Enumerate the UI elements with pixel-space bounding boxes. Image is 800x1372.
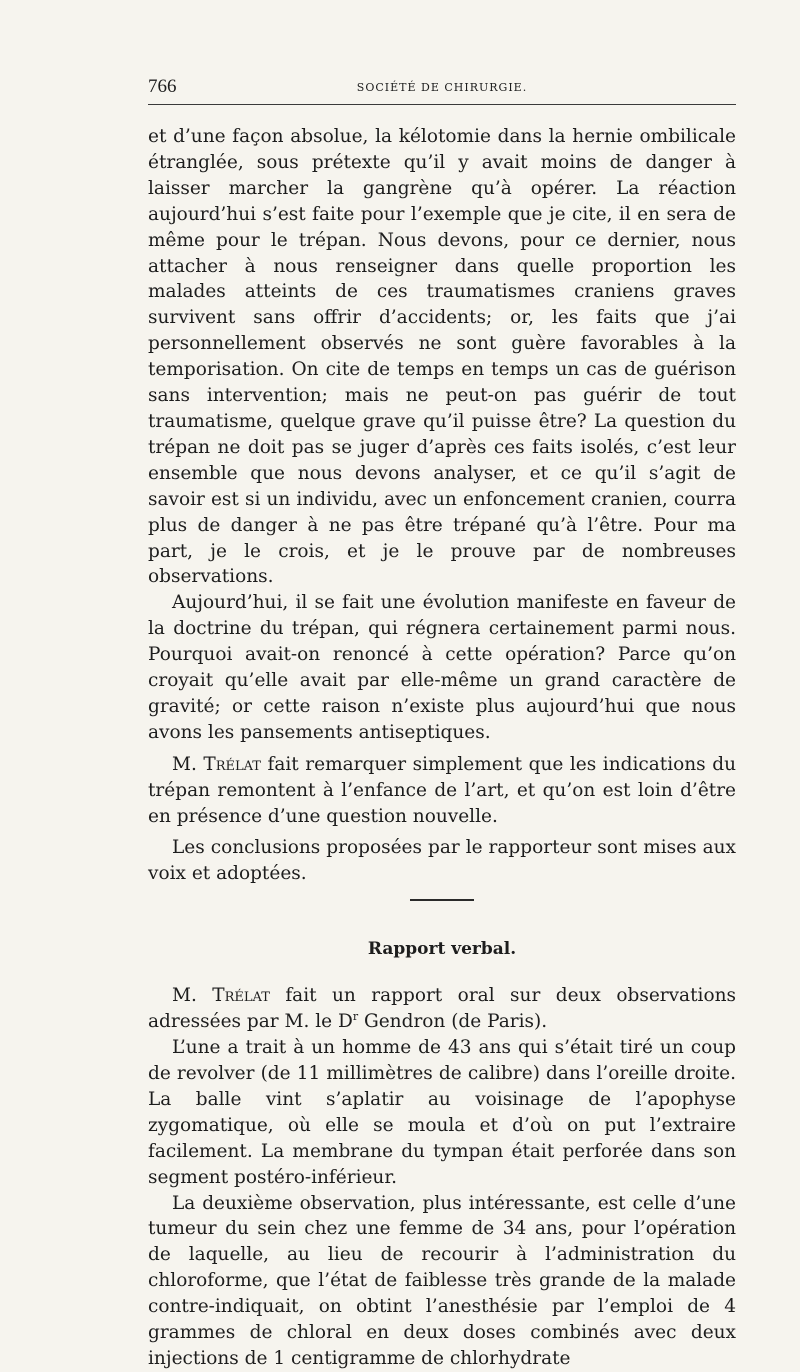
page-number: 766	[148, 76, 177, 97]
section-heading: Rapport verbal.	[367, 939, 517, 960]
running-title: SOCIÉTÉ DE CHIRURGIE.	[356, 81, 528, 94]
page-header	[148, 76, 736, 100]
paragraph: Les conclusions proposées par le rapporteur sont mises aux voix et adoptées.	[148, 837, 736, 885]
paragraph-text: fait remarquer simplement que les indications du trépan remontent à l’enfance de l’art, et qu’on est loin d’être en présence d’une question nouvelle.	[148, 753, 736, 827]
speaker-name: M. Trélat	[172, 753, 261, 775]
speaker-name: M. Trélat	[172, 985, 270, 1007]
paragraph	[148, 983, 736, 1035]
paragraph: La deuxième observation, plus intéressante, est celle d’une tumeur du sein chez une femme de 34 ans, pour l’opération de laquelle, au lieu de recourir à l’administration du chloroforme, que l’état de faiblesse très grande de la malade contre-indiquait, on obtint l’anesthésie par l’emploi de 4 grammes de chloral en deux doses combinés avec deux injections de 1 centigramme de chlorhydrate	[148, 1192, 736, 1369]
paragraph: et d’une façon absolue, la kélotomie dans la hernie ombilicale étranglée, sous prétexte qu’il y avait moins de danger à laisser marcher la gangrène qu’à opérer. La réaction aujourd’hui s’est faite pour l’exemple que je cite, il en sera de même pour le trépan. Nous devons, pour ce dernier, nous attacher à nous renseigner dans quelle proportion les malades atteints de ces traumatismes craniens graves survivent sans offrir d’accidents; or, les faits que j’ai personnellement observés ne sont guère favorables à la temporisation. On cite de temps en temps un cas de guérison sans intervention; mais ne peut-on pas guérir de tout traumatisme, quelque grave qu’il puisse être? La question du trépan ne doit pas se juger d’après ces faits isolés, c’est leur ensemble que nous devons analyser, et ce qu’il s’agit de savoir est si un individu, avec un enfoncement cranien, courra plus de danger à ne pas être trépané qu’à l’être. Pour ma part, je le crois, et je le prouve par de nombreuses observations.	[148, 126, 736, 588]
page-body	[148, 124, 736, 1372]
paragraph: Aujourd’hui, il se fait une évolution manifeste en faveur de la doctrine du trépan, qui régnera certainement parmi nous. Pourquoi avait-on renoncé à cette opération? Parce qu’on croyait qu’elle avait par elle-même un grand caractère de gravité; or cette raison n’existe plus aujourd’hui que nous avons les pansements antiseptiques.	[148, 592, 736, 743]
paragraph	[148, 752, 736, 830]
header-rule	[148, 104, 736, 105]
paragraph-text: Gendron (de Paris).	[358, 1011, 548, 1033]
superscript: r	[352, 1010, 359, 1024]
paragraph-text: fait un rapport oral sur deux observations adressées par M. le D	[148, 985, 736, 1033]
paragraph: L’une a trait à un homme de 43 ans qui s’était tiré un coup de revolver (de 11 millimètres de calibre) dans l’oreille droite. La balle vint s’aplatir au voisinage de l’apophyse zygomatique, où elle se moula et d’où on put l’extraire facilement. La membrane du tympan était perforée dans son segment postéro-inférieur.	[148, 1037, 736, 1188]
section-divider	[410, 899, 474, 901]
